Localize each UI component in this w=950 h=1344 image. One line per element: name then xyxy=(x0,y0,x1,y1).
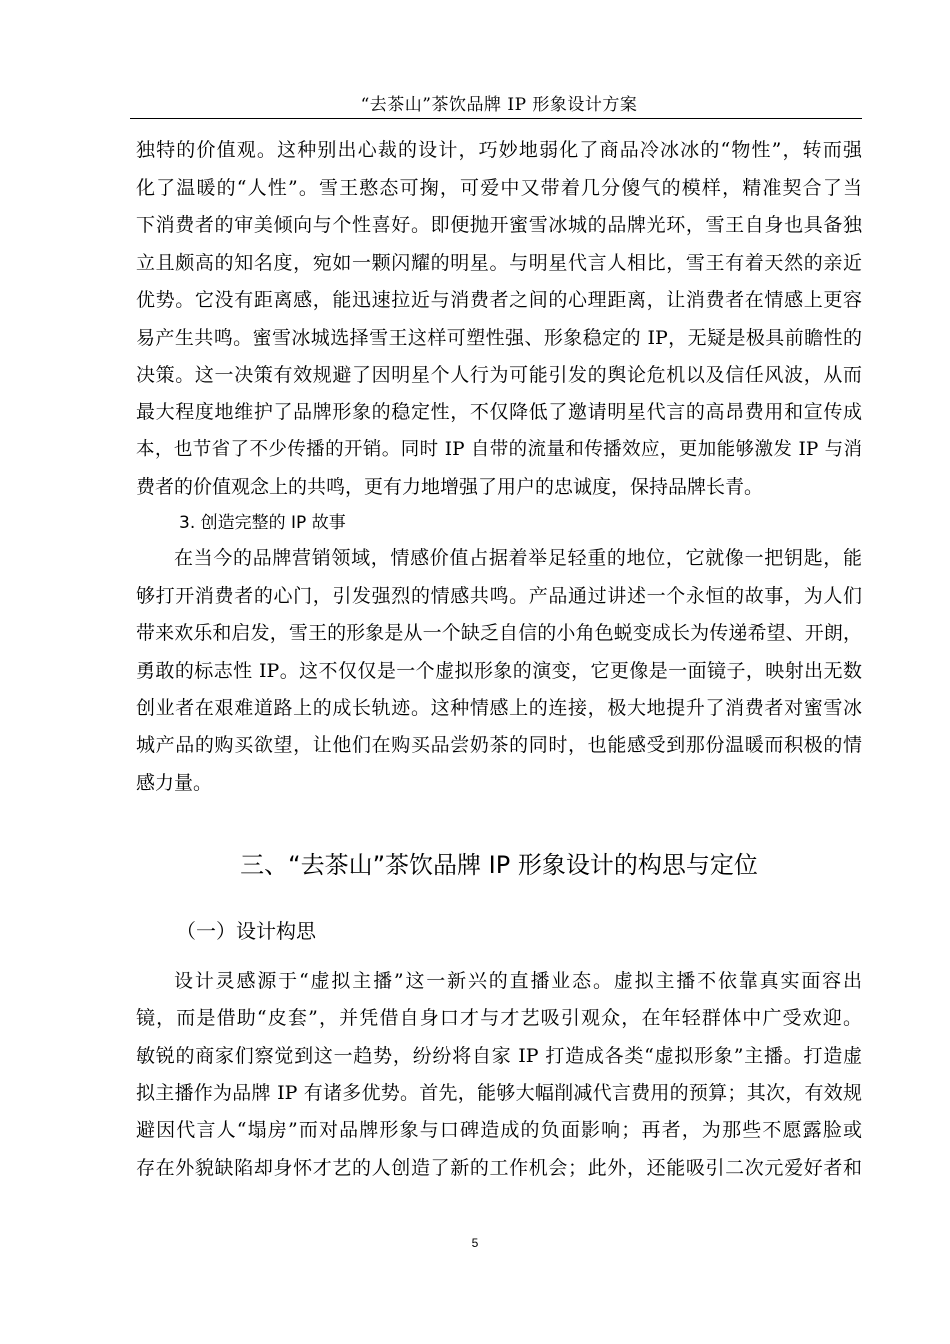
paragraph-line: 设计灵感源于“虚拟主播”这一新兴的直播业态。虚拟主播不依靠真实面容出 xyxy=(174,970,862,992)
paragraph-line: 本，也节省了不少传播的开销。同时 IP 自带的流量和传播效应，更加能够激发 IP 与消 xyxy=(136,439,862,460)
paragraph-line: 避因代言人“塌房”而对品牌形象与口碑造成的负面影响；再者，为那些不愿露脸或 xyxy=(136,1119,862,1141)
paragraph-line: 镜，而是借助“皮套”，并凭借自身口才与才艺吸引观众，在年轻群体中广受欢迎。 xyxy=(136,1007,862,1029)
paragraph-line: 费者的价值观念上的共鸣，更有力地增强了用户的忠诚度，保持品牌长青。 xyxy=(136,476,764,498)
subheading-ip-story: 3. 创造完整的 IP 故事 xyxy=(179,513,346,533)
paragraph-line: 拟主播作为品牌 IP 有诸多优势。首先，能够大幅削减代言费用的预算；其次，有效规 xyxy=(136,1082,862,1104)
paragraph-line: 感力量。 xyxy=(136,772,213,794)
section-title: 三、“去茶山”茶饮品牌 IP 形象设计的构思与定位 xyxy=(240,851,758,879)
paragraph-line: 决策。这一决策有效规避了因明星个人行为可能引发的舆论危机以及信任风波，从而 xyxy=(136,364,862,386)
paragraph-line: 立且颇高的知名度，宛如一颗闪耀的明星。与明星代言人相比，雪王有着天然的亲近 xyxy=(136,252,862,274)
paragraph-line: 独特的价值观。这种别出心裁的设计，巧妙地弱化了商品冷冰冰的“物性”，转而强 xyxy=(136,139,862,161)
sub-section-title: （一）设计构思 xyxy=(176,919,316,943)
paragraph-line: 够打开消费者的心门，引发强烈的情感共鸣。产品通过讲述一个永恒的故事，为人们 xyxy=(136,585,862,607)
paragraph-line: 优势。它没有距离感，能迅速拉近与消费者之间的心理距离，让消费者在情感上更容 xyxy=(136,289,862,311)
paragraph-line: 下消费者的审美倾向与个性喜好。即便抛开蜜雪冰城的品牌光环，雪王自身也具备独 xyxy=(136,214,862,236)
page-header-title: “去茶山”茶饮品牌 IP 形象设计方案 xyxy=(360,95,638,115)
paragraph-line: 创业者在艰难道路上的成长轨迹。这种情感上的连接，极大地提升了消费者对蜜雪冰 xyxy=(136,697,862,719)
paragraph-line: 勇敢的标志性 IP。这不仅仅是一个虚拟形象的演变，它更像是一面镜子，映射出无数 xyxy=(136,660,862,682)
paragraph-line: 带来欢乐和启发，雪王的形象是从一个缺乏自信的小角色蜕变成长为传递希望、开朗， xyxy=(136,622,862,644)
paragraph-line: 存在外貌缺陷却身怀才艺的人创造了新的工作机会；此外，还能吸引二次元爱好者和 xyxy=(136,1157,862,1179)
paragraph-line: 敏锐的商家们察觉到这一趋势，纷纷将自家 IP 打造成各类“虚拟形象”主播。打造虚 xyxy=(136,1045,862,1067)
paragraph-line: 化了温暖的“人性”。雪王憨态可掬，可爱中又带着几分傻气的模样，精准契合了当 xyxy=(136,177,862,199)
page-number: 5 xyxy=(471,1236,479,1250)
header-rule xyxy=(130,118,862,119)
paragraph-line: 易产生共鸣。蜜雪冰城选择雪王这样可塑性强、形象稳定的 IP，无疑是极具前瞻性的 xyxy=(136,327,862,349)
paragraph-line: 在当今的品牌营销领域，情感价值占据着举足轻重的地位，它就像一把钥匙，能 xyxy=(174,547,862,569)
paragraph-line: 城产品的购买欲望，让他们在购买品尝奶茶的同时，也能感受到那份温暖而积极的情 xyxy=(136,734,862,756)
paragraph-line: 最大程度地维护了品牌形象的稳定性，不仅降低了邀请明星代言的高昂费用和宣传成 xyxy=(136,401,862,423)
